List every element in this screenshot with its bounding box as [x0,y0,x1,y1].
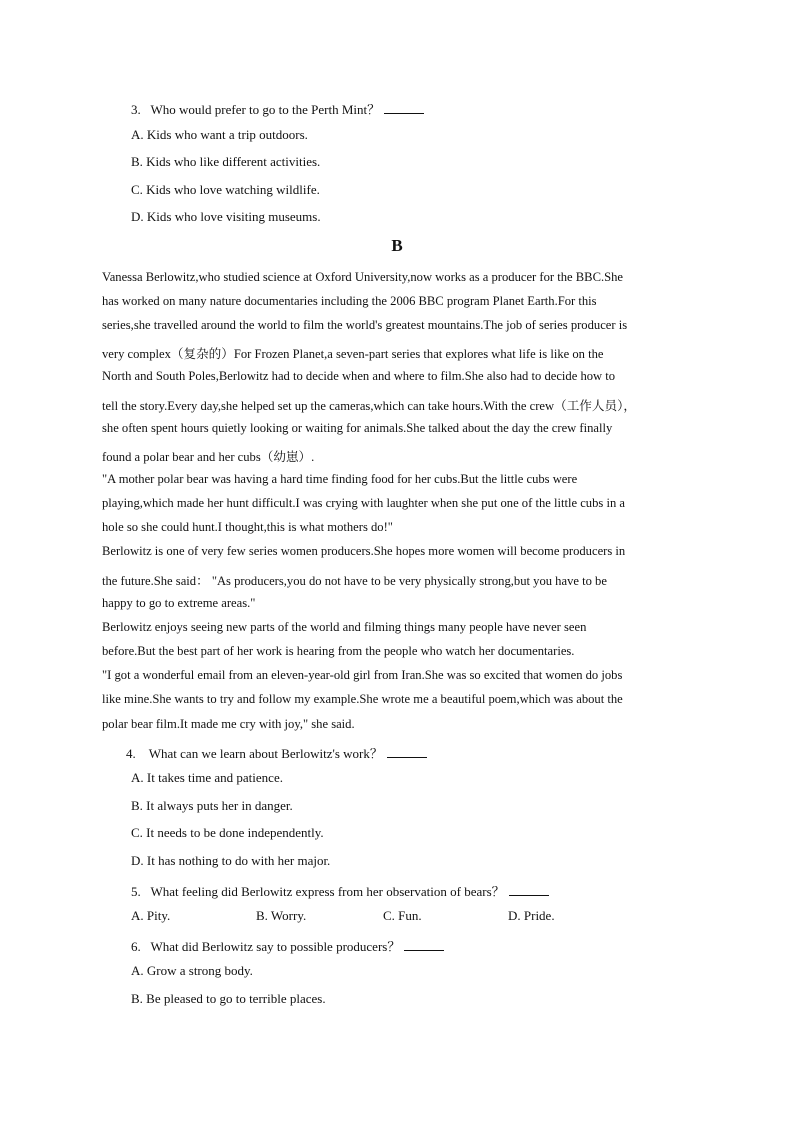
question-4 [126,743,427,762]
option-c: C. Fun. [383,908,422,923]
option-d: D. Kids who love visiting museums. [131,209,321,224]
option-b: B. Worry. [256,908,307,923]
passage-line: she often spent hours quietly looking or waiting for animals.She talked about the day the crew finally [102,421,613,435]
passage-line: found a polar bear and her cubs（幼崽）. [102,450,315,464]
question-text: Who would prefer to go to the Perth Mint？ [150,102,381,117]
passage-line: "I got a wonderful email from an eleven-year-old girl from Iran.She was so excited that women do jobs [102,668,623,682]
passage-line: playing,which made her hunt difficult.I was crying with laughter when she put one of the little cubs in a [102,496,625,510]
option-b: B. It always puts her in danger. [131,798,293,813]
answer-blank[interactable] [387,745,427,758]
passage-line: the future.She said： "As producers,you do not have to be very physically strong,but you have to be [102,574,607,588]
option-a: A. Grow a strong body. [131,963,253,978]
question-text: What feeling did Berlowitz express from her observation of bears？ [150,884,505,899]
question-6 [131,936,444,955]
question-text: What can we learn about Berlowitz's work？ [148,746,383,761]
section-heading: B [391,236,403,255]
passage-line: North and South Poles,Berlowitz had to decide when and where to film.She also had to decide how to [102,369,616,383]
passage-line: polar bear film.It made me cry with joy," she said. [102,717,355,731]
passage-line: "A mother polar bear was having a hard time finding food for her cubs.But the little cubs were [102,472,578,486]
passage-line: Vanessa Berlowitz,who studied science at Oxford University,now works as a producer for the BBC.She [102,270,624,284]
passage-line: tell the story.Every day,she helped set up the cameras,which can take hours.With the crew（工作人员）， [102,399,636,413]
option-a: A. It takes time and patience. [131,770,283,785]
question-3 [131,99,424,118]
question-text: What did Berlowitz say to possible producers？ [150,939,401,954]
answer-blank[interactable] [509,883,549,896]
passage-line: like mine.She wants to try and follow my example.She wrote me a beautiful poem,which was about the [102,692,623,706]
question-5 [131,881,549,900]
question-number: 6. [131,939,141,954]
passage-line: Berlowitz is one of very few series women producers.She hopes more women will become producers in [102,544,626,558]
answer-blank[interactable] [404,938,444,951]
question-number: 5. [131,884,141,899]
answer-blank[interactable] [384,101,424,114]
passage-line: very complex（复杂的）For Frozen Planet,a seven-part series that explores what life is like on the [102,347,604,361]
option-c: C. It needs to be done independently. [131,825,324,840]
option-a: A. Kids who want a trip outdoors. [131,127,308,142]
question-number: 3. [131,102,141,117]
passage-line: before.But the best part of her work is hearing from the people who watch her documentaries. [102,644,575,658]
option-b: B. Be pleased to go to terrible places. [131,991,326,1006]
option-b: B. Kids who like different activities. [131,154,321,169]
passage-line: happy to go to extreme areas." [102,596,256,610]
option-d: D. Pride. [508,908,555,923]
passage-line: Berlowitz enjoys seeing new parts of the world and filming things many people have never seen [102,620,587,634]
option-d: D. It has nothing to do with her major. [131,853,331,868]
passage-line: series,she travelled around the world to film the world's greatest mountains.The job of series producer is [102,318,628,332]
passage-line: hole so she could hunt.I thought,this is what mothers do!" [102,520,393,534]
option-c: C. Kids who love watching wildlife. [131,182,320,197]
passage-line: has worked on many nature documentaries including the 2006 BBC program Planet Earth.For this [102,294,597,308]
question-number: 4. [126,746,136,761]
option-a: A. Pity. [131,908,171,923]
